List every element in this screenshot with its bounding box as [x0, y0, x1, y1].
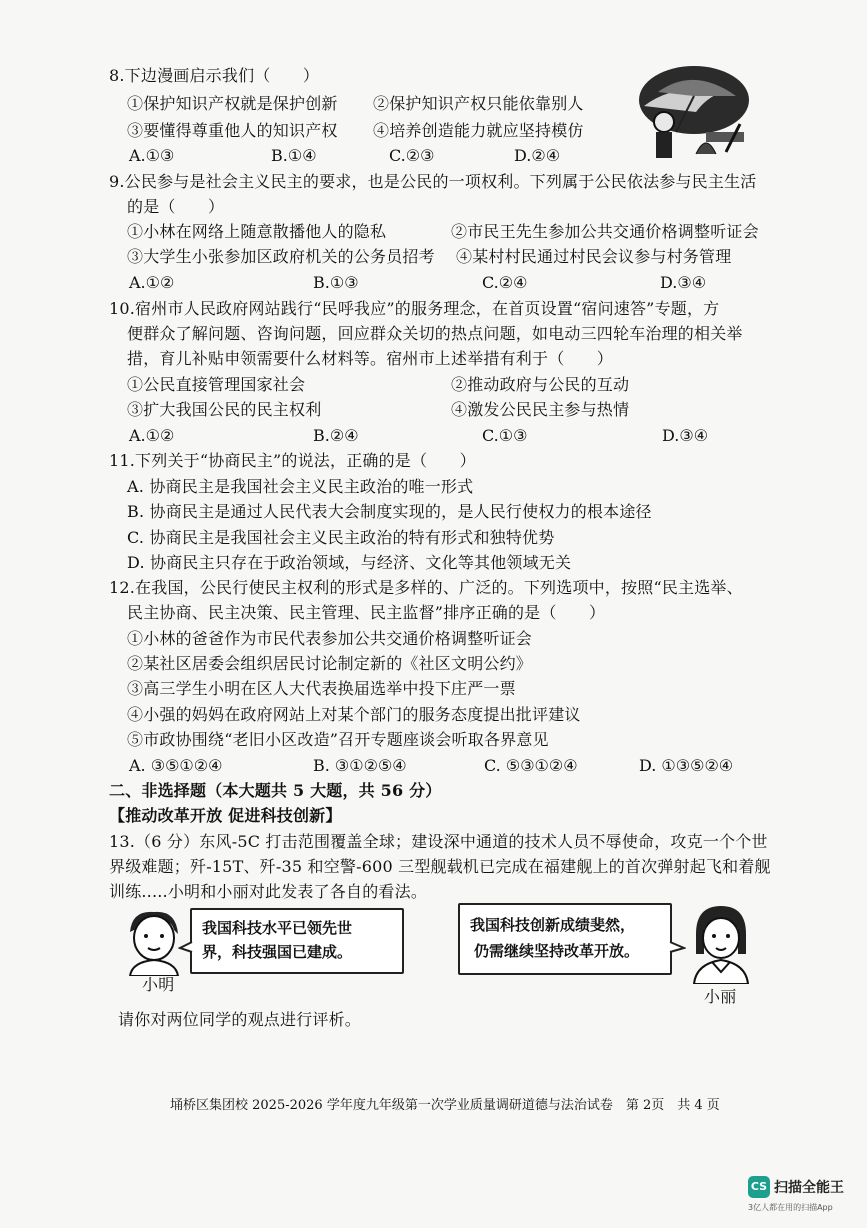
scanner-app-name: 扫描全能王: [774, 1180, 844, 1196]
q10-option-4: ④激发公民民主参与热情: [451, 400, 630, 419]
xiaoming-speech-bubble: [190, 908, 404, 974]
q9-stem-line2: 的是（ ）: [127, 197, 225, 216]
xiaoming-speech-line2: 界，科技强国已建成。: [202, 943, 353, 961]
q10-stem-line2: 便群众了解问题、咨询问题，回应群众关切的热点问题，如电动三四轮车治理的相关举: [127, 324, 743, 343]
q9-choice-d: D.③④: [660, 273, 707, 292]
page-footer: 埇桥区集团校 2025-2026 学年度九年级第一次学业质量调研道德与法治试卷 第 2页 共 4 页: [170, 1098, 720, 1113]
q9-choice-a: A.①②: [129, 273, 175, 292]
q8-stem: 8.下边漫画启示我们（ ）: [109, 66, 320, 85]
xiaoli-bubble-tail: [668, 940, 686, 954]
q10-choice-b: B.②④: [313, 426, 359, 445]
q13-stem-line2: 界级难题；歼-15T、歼-35 和空警-600 三型舰载机已完成在福建舰上的首次弹射起飞和着舰: [109, 857, 771, 876]
xiaoming-figure: [122, 908, 184, 976]
q11-choice-c: C. 协商民主是我国社会主义民主政治的特有形式和独特优势: [127, 528, 555, 547]
q12-stem-line1: 12.在我国，公民行使民主权利的形式是多样的、广泛的。下列选项中，按照“民主选举、: [109, 578, 743, 597]
q10-choice-c: C.①③: [482, 426, 528, 445]
q12-option-2: ②某社区居委会组织居民讨论制定新的《社区文明公约》: [127, 654, 533, 673]
q8-choice-b: B.①④: [271, 146, 317, 165]
q11-choice-d: D. 协商民主只存在于政治领域，与经济、文化等其他领域无关: [127, 553, 572, 572]
q9-option-2: ②市民王先生参加公共交通价格调整听证会: [451, 222, 759, 241]
q10-stem-line3: 措，育儿补贴申领需要什么材料等。宿州市上述举措有利于（ ）: [127, 349, 614, 368]
scanner-watermark: [748, 1176, 844, 1216]
q10-stem-line1: 10.宿州市人民政府网站践行“民呼我应”的服务理念，在首页设置“宿问速答”专题，方: [109, 299, 720, 318]
xiaoming-speech-line1: 我国科技水平已领先世: [202, 919, 353, 937]
q9-choice-b: B.①③: [313, 273, 359, 292]
section2-title: 二、非选择题（本大题共 5 大题，共 56 分）: [109, 781, 442, 800]
xiaoli-speech-line1: 我国科技创新成绩斐然，: [470, 916, 636, 934]
q11-stem: 11.下列关于“协商民主”的说法，正确的是（ ）: [109, 451, 476, 470]
q12-option-3: ③高三学生小明在区人大代表换届选举中投下庄严一票: [127, 679, 516, 698]
camscanner-logo-icon: CS: [748, 1176, 770, 1198]
section2-tag: 【推动改革开放 促进科技创新】: [109, 806, 342, 825]
q12-choice-c: C. ⑤③①②④: [484, 756, 578, 775]
q11-choice-b: B. 协商民主是通过人民代表大会制度实现的，是人民行使权力的根本途径: [127, 502, 652, 521]
xiaoli-name: 小丽: [704, 987, 737, 1006]
q9-stem-line1: 9.公民参与是社会主义民主的要求，也是公民的一项权利。下列属于公民依法参与民主生活: [109, 172, 757, 191]
q10-choice-a: A.①②: [129, 426, 175, 445]
q8-option-4: ④培养创造能力就应坚持模仿: [373, 121, 584, 140]
q8-option-3: ③要懂得尊重他人的知识产权: [127, 121, 338, 140]
q12-choice-d: D. ①③⑤②④: [639, 756, 734, 775]
q12-option-4: ④小强的妈妈在政府网站上对某个部门的服务态度提出批评建议: [127, 705, 581, 724]
q12-choice-a: A. ③⑤①②④: [129, 756, 223, 775]
xiaoming-name: 小明: [142, 975, 175, 994]
q12-option-5: ⑤市政协围绕“老旧小区改造”召开专题座谈会听取各界意见: [127, 730, 549, 749]
q10-option-1: ①公民直接管理国家社会: [127, 375, 306, 394]
q12-choice-b: B. ③①②⑤④: [313, 756, 407, 775]
q8-choice-d: D.②④: [514, 146, 561, 165]
q8-option-1: ①保护知识产权就是保护创新: [127, 94, 338, 113]
q8-option-2: ②保护知识产权只能依靠别人: [373, 94, 584, 113]
q12-option-1: ①小林的爸爸作为市民代表参加公共交通价格调整听证会: [127, 629, 533, 648]
q9-option-4: ④某村村民通过村民会议参与村务管理: [456, 247, 732, 266]
cartoon-illustration: [636, 62, 752, 164]
q9-option-1: ①小林在网络上随意散播他人的隐私: [127, 222, 387, 241]
q8-choice-a: A.①③: [129, 146, 175, 165]
q10-option-2: ②推动政府与公民的互动: [451, 375, 630, 394]
xiaoming-bubble-tail: [178, 940, 194, 954]
q10-option-3: ③扩大我国公民的民主权利: [127, 400, 322, 419]
q10-choice-d: D.③④: [662, 426, 709, 445]
q13-stem-line1: 13.（6 分）东风-5C 打击范围覆盖全球；建设深中通道的技术人员不辱使命，攻克一个个世: [109, 832, 768, 851]
q13-question: 请你对两位同学的观点进行评析。: [118, 1010, 362, 1029]
xiaoli-speech-bubble: [458, 903, 672, 975]
q11-choice-a: A. 协商民主是我国社会主义民主政治的唯一形式: [127, 477, 474, 496]
q8-choice-c: C.②③: [389, 146, 435, 165]
q13-stem-line3: 训练.....小明和小丽对此发表了各自的看法。: [109, 882, 428, 901]
q12-stem-line2: 民主协商、民主决策、民主管理、民主监督”排序正确的是（ ）: [127, 603, 606, 622]
q9-choice-c: C.②④: [482, 273, 528, 292]
xiaoli-figure: [688, 904, 754, 984]
q9-option-3: ③大学生小张参加区政府机关的公务员招考: [127, 247, 435, 266]
scanner-app-slogan: 3亿人都在用的扫描App: [748, 1203, 833, 1212]
xiaoli-speech-line2: 仍需继续坚持改革开放。: [474, 942, 640, 960]
